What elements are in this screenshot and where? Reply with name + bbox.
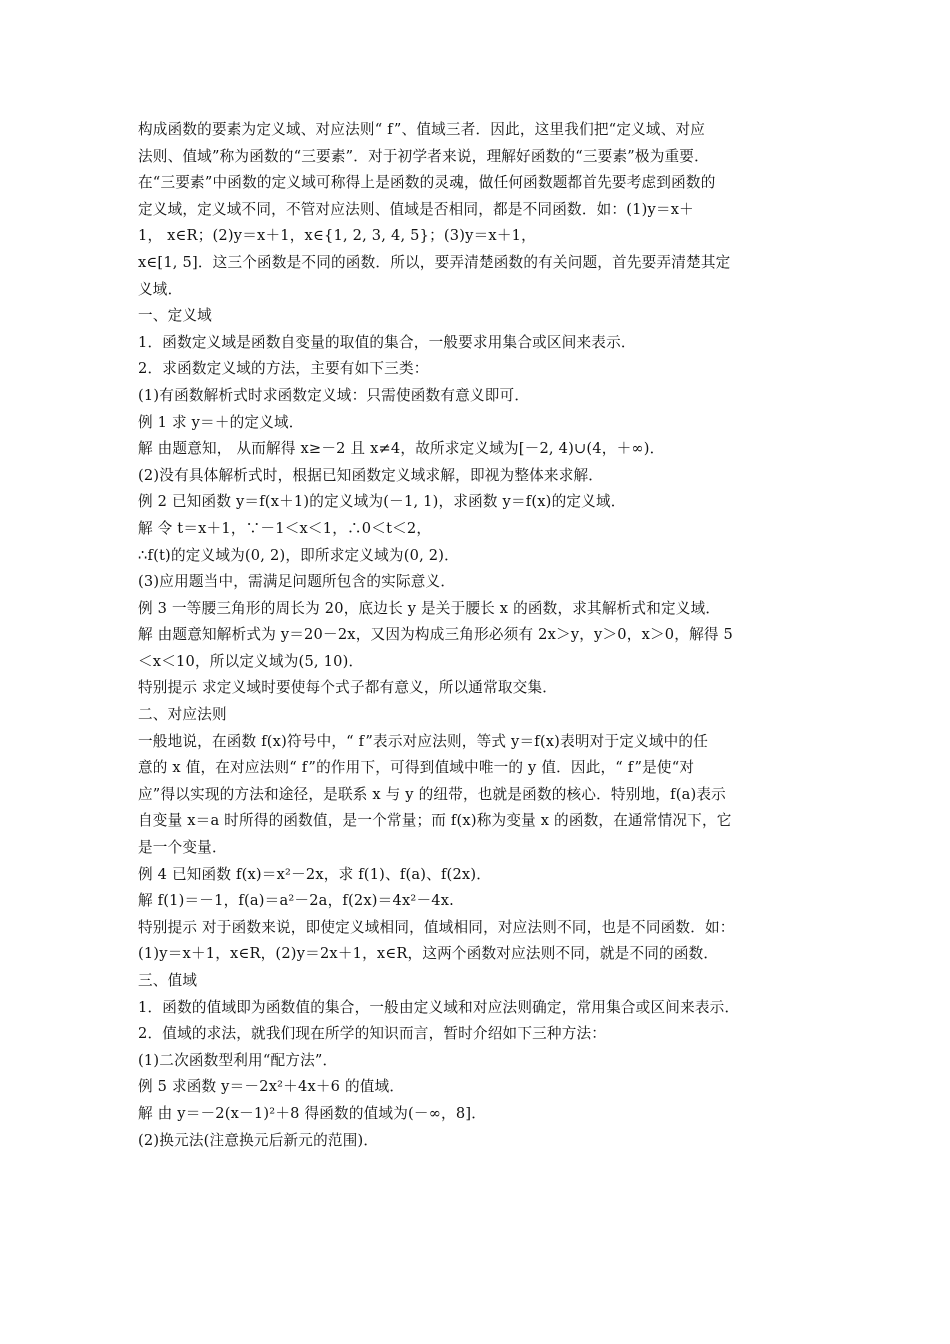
text-line: ＜x＜10，所以定义域为(5, 10)． [138,652,364,670]
text-line: 应”得以实现的方法和途径，是联系 x 与 y 的纽带，也就是函数的核心．特别地，f(a)表示 [138,785,726,803]
text-line: (2)没有具体解析式时，根据已知函数定义域求解，即视为整体来求解． [138,466,604,484]
section-heading: 一、定义域 [138,307,212,325]
example-line: 例 1 求 y＝＋的定义域． [138,413,304,431]
text-line: 自变量 x＝a 时所得的函数值，是一个常量；而 f(x)称为变量 x 的函数，在通常情况下，它 [138,812,732,830]
text-line: (3)应用题当中，需满足问题所包含的实际意义． [138,573,456,591]
example-line: 例 5 求函数 y＝－2x²＋4x＋6 的值域． [138,1078,405,1096]
solution-line: 解 f(1)＝－1，f(a)＝a²－2a，f(2x)＝4x²－4x. [138,892,454,910]
text-line: 意的 x 值，在对应法则“ f”的作用下，可得到值域中唯一的 y 值．因此，“ f”是使“对 [138,759,695,777]
text-line: 定义域，定义域不同，不管对应法则、值域是否相同，都是不同函数．如：(1)y＝x＋ [138,200,694,218]
solution-line: 解 由 y＝－2(x－1)²＋8 得函数的值域为(－∞，8]． [138,1104,487,1122]
text-line: ∴f(t)的定义域为(0, 2)，即所求定义域为(0, 2)． [138,546,459,564]
document-body [138,117,818,1154]
text-line: (2)换元法(注意换元后新元的范围)． [138,1131,379,1149]
text-line: 1， x∈R；(2)y＝x＋1，x∈{1, 2, 3, 4, 5}；(3)y＝x＋1， [138,227,536,245]
example-line: 例 4 已知函数 f(x)＝x²－2x，求 f(1)、f(a)、f(2x)． [138,865,492,883]
section-heading: 二、对应法则 [138,706,227,724]
text-line: (1)y＝x＋1，x∈R，(2)y＝2x＋1，x∈R，这两个函数对应法则不同，就是不同的函数． [138,945,719,963]
example-line: 例 2 已知函数 y＝f(x＋1)的定义域为(－1, 1)，求函数 y＝f(x)的定义域． [138,493,626,511]
text-line: 一般地说，在函数 f(x)符号中，“ f”表示对应法则，等式 y＝f(x)表明对于定义域中的任 [138,732,709,750]
text-line: 2．值域的求法，就我们现在所学的知识而言，暂时介绍如下三种方法： [138,1025,607,1043]
text-line: 2．求函数定义域的方法，主要有如下三类： [138,360,429,378]
text-line: 义域． [138,280,183,298]
tip-line: 特别提示 对于函数来说，即使定义域相同，值域相同，对应法则不同，也是不同函数．如： [138,918,735,936]
text-line: 是一个变量． [138,839,227,857]
text-line: (1)有函数解析式时求函数定义域：只需使函数有意义即可． [138,386,530,404]
text-line: 1．函数定义域是函数自变量的取值的集合，一般要求用集合或区间来表示． [138,333,636,351]
text-line: x∈[1, 5]．这三个函数是不同的函数．所以，要弄清楚函数的有关问题，首先要弄清楚其定 [138,253,731,271]
text-line: 构成函数的要素为定义域、对应法则“ f”、值域三者．因此，这里我们把“定义域、对应 [138,121,706,138]
solution-line: 解 由题意知解析式为 y＝20－2x，又因为构成三角形必须有 2x＞y，y＞0，x＞0，解得 5 [138,626,733,644]
section-heading: 三、值域 [138,972,198,989]
text-line: 1．函数的值域即为函数值的集合，一般由定义域和对应法则确定，常用集合或区间来表示． [138,998,740,1016]
example-line: 例 3 一等腰三角形的周长为 20，底边长 y 是关于腰长 x 的函数，求其解析式和定义域． [138,599,721,617]
text-line: 在“三要素”中函数的定义域可称得上是函数的灵魂，做任何函数题都首先要考虑到函数的 [138,174,716,192]
solution-line: 解 令 t＝x＋1，∵－1＜x＜1，∴0＜t＜2， [138,519,432,537]
text-line: 法则、值域”称为函数的“三要素”．对于初学者来说，理解好函数的“三要素”极为重要． [138,147,709,165]
text-line: (1)二次函数型利用“配方法”． [138,1051,338,1069]
tip-line: 特别提示 求定义域时要使每个式子都有意义，所以通常取交集． [138,679,558,697]
solution-line: 解 由题意知， 从而解得 x≥－2 且 x≠4，故所求定义域为[－2, 4)∪(4，＋∞)． [138,440,665,458]
